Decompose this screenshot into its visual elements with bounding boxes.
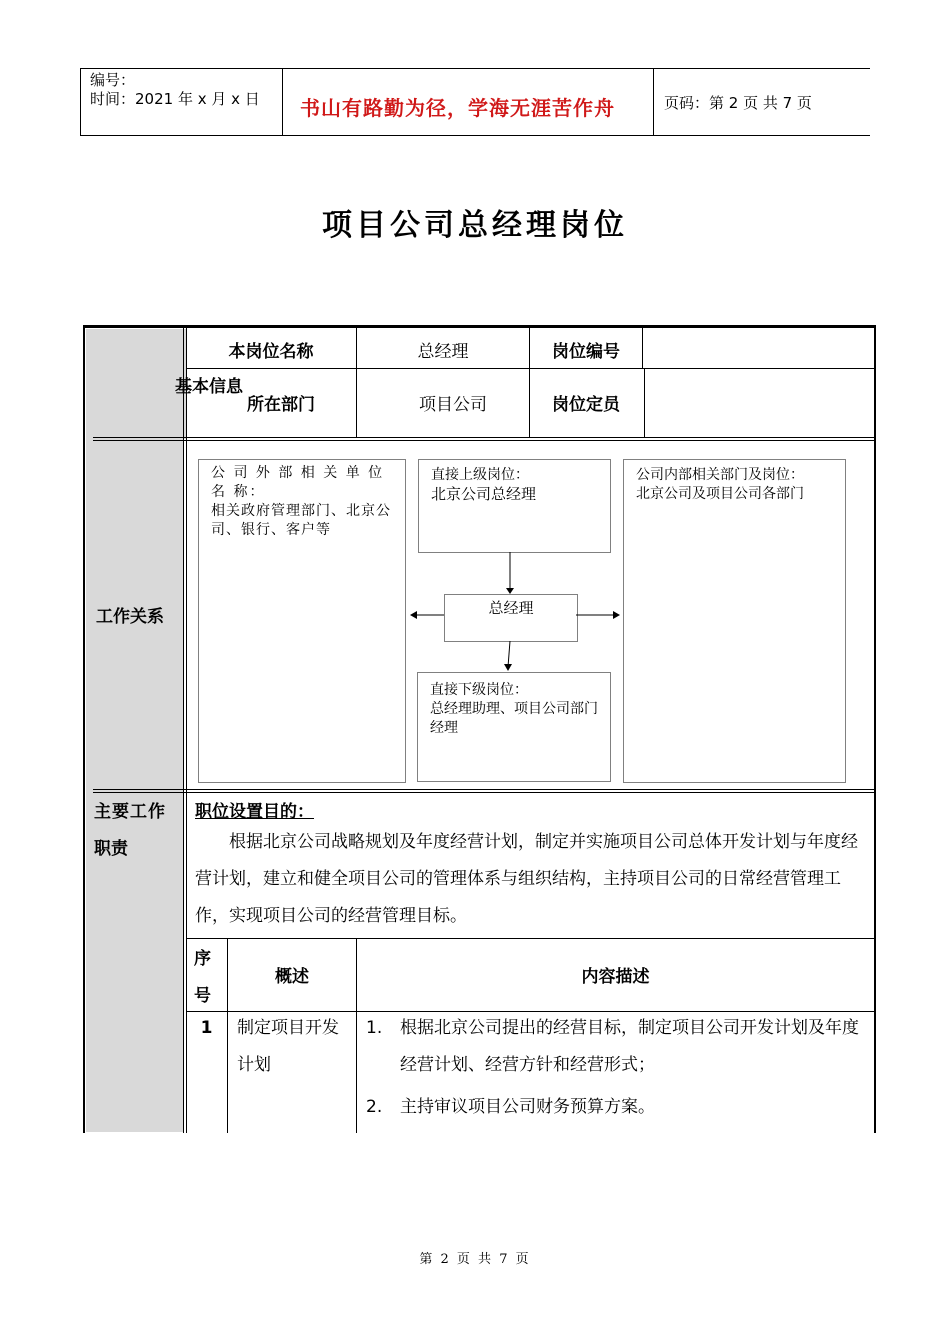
basic-info-label: 基本信息 bbox=[175, 377, 243, 397]
row-1-summary: 制定项目开发计划 bbox=[237, 1018, 339, 1075]
left-column-shade bbox=[86, 329, 183, 1132]
external-units-box bbox=[198, 459, 406, 783]
superior-box bbox=[418, 459, 611, 553]
external-units-title: 公 司 外 部 相 关 单 位 名 称： bbox=[211, 465, 385, 500]
relation-arrows bbox=[400, 550, 630, 675]
internal-depts-box bbox=[623, 459, 846, 783]
arrow-down-top-head bbox=[506, 588, 514, 594]
footer-page-number: 第 2 页 共 7 页 bbox=[419, 1252, 531, 1267]
center-post-label: 总经理 bbox=[488, 599, 534, 617]
post-code-label: 岗位编号 bbox=[552, 342, 620, 362]
row-1-item-2-num: 2. bbox=[366, 1097, 383, 1117]
headcount-label: 岗位定员 bbox=[552, 395, 620, 415]
header-divider-1 bbox=[282, 68, 283, 136]
header-motto: 书山有路勤为径，学海无涯苦作舟 bbox=[300, 96, 615, 120]
row-1-item-2-text: 主持审议项目公司财务预算方案。 bbox=[400, 1097, 655, 1117]
purpose-text: 根据北京公司战略规划及年度经营计划，制定并实施项目公司总体开发计划与年度经营计划，建立和健全项目公司的管理体系与组织结构，主持项目公司的日常经营管理工作，实现项目公司的经营管理目标。 bbox=[195, 832, 858, 926]
seq-header-line2: 号 bbox=[194, 986, 211, 1006]
row-1-item-1-num: 1. bbox=[366, 1018, 383, 1038]
internal-depts-title: 公司内部相关部门及岗位： bbox=[636, 467, 804, 483]
header-time-label: 时间：2021 年 x 月 x 日 bbox=[90, 90, 260, 108]
header-page-label: 页码：第 2 页 共 7 页 bbox=[664, 94, 812, 112]
table-left-border bbox=[83, 325, 85, 1133]
internal-depts-content: 北京公司及项目公司各部门 bbox=[636, 486, 804, 502]
purpose-heading: 职位设置目的： bbox=[195, 802, 314, 822]
department-label: 所在部门 bbox=[247, 395, 315, 415]
subordinate-title: 直接下级岗位： bbox=[430, 682, 528, 698]
header-left-border bbox=[80, 68, 81, 136]
duties-label-line1: 主要工作 bbox=[94, 802, 166, 822]
header-bottom-rule bbox=[80, 135, 870, 136]
duties-label-line2: 职责 bbox=[94, 839, 128, 859]
row-1-seq: 1 bbox=[200, 1018, 213, 1038]
summary-header: 概述 bbox=[275, 967, 309, 987]
header-number-label: 编号： bbox=[90, 71, 136, 89]
external-units-content: 相关政府管理部门、北京公司、银行、客户等 bbox=[211, 503, 391, 538]
arrow-down-bottom-head bbox=[504, 664, 512, 671]
arrow-right-head bbox=[613, 611, 620, 619]
superior-content: 北京公司总经理 bbox=[431, 485, 537, 503]
table-right-border bbox=[874, 325, 876, 1133]
subordinate-box bbox=[417, 672, 611, 782]
superior-title: 直接上级岗位： bbox=[431, 467, 529, 483]
subordinate-content: 总经理助理、项目公司部门经理 bbox=[430, 701, 598, 736]
page-title: 项目公司总经理岗位 bbox=[322, 208, 628, 243]
seq-header-line1: 序 bbox=[194, 949, 211, 969]
work-relations-label: 工作关系 bbox=[96, 607, 164, 627]
arrow-down-bottom-line bbox=[508, 641, 510, 667]
post-name-value: 总经理 bbox=[417, 342, 469, 362]
table-top-border bbox=[83, 325, 876, 328]
arrow-left-head bbox=[410, 611, 417, 619]
post-name-label: 本岗位名称 bbox=[228, 342, 314, 362]
row-1-item-1-text: 根据北京公司提出的经营目标，制定项目公司开发计划及年度经营计划、经营方针和经营形式； bbox=[400, 1018, 859, 1075]
description-header: 内容描述 bbox=[581, 967, 650, 987]
department-value: 项目公司 bbox=[419, 395, 487, 415]
header-top-rule bbox=[80, 68, 870, 69]
header-divider-2 bbox=[653, 68, 654, 136]
